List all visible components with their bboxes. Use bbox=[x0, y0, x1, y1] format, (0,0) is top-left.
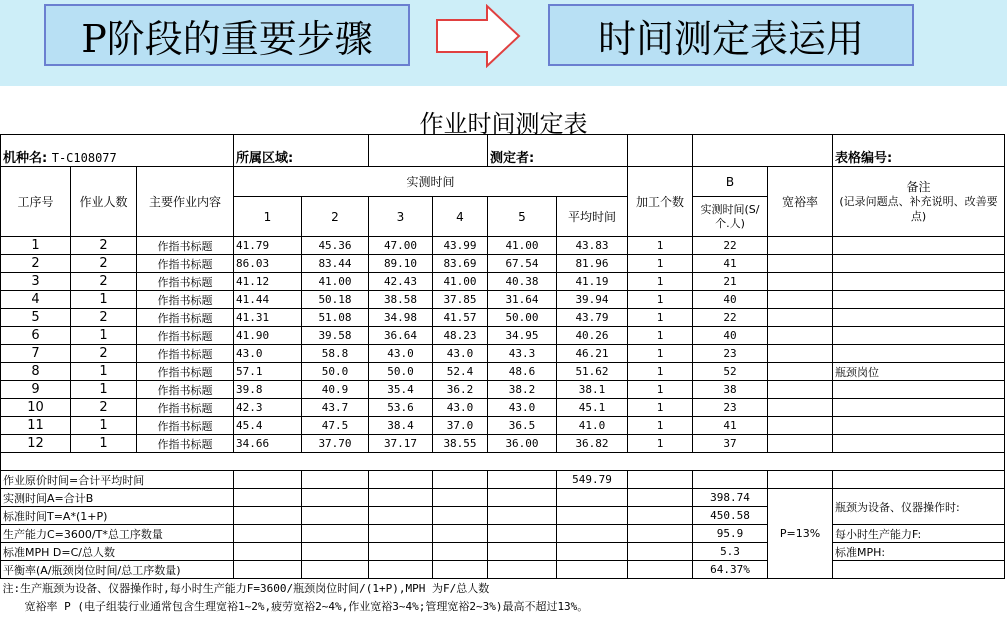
process-no-cell: 2 bbox=[1, 255, 71, 273]
trial-2-cell: 50.18 bbox=[302, 291, 369, 309]
empty-cell bbox=[628, 507, 693, 525]
empty-cell bbox=[693, 471, 768, 489]
trial-3-cell: 35.4 bbox=[369, 381, 433, 399]
avg-time-cell: 43.83 bbox=[557, 237, 628, 255]
remark-cell bbox=[833, 255, 1005, 273]
trial-4-cell: 38.55 bbox=[433, 435, 488, 453]
trial-5-cell: 50.00 bbox=[488, 309, 557, 327]
trial-1-cell: 43.0 bbox=[234, 345, 302, 363]
orig-time-label: 作业原价时间=合计平均时间 bbox=[1, 471, 234, 489]
table-row bbox=[1, 237, 1005, 255]
workers-cell: 2 bbox=[71, 309, 137, 327]
trial-2-cell: 58.8 bbox=[302, 345, 369, 363]
empty-cell bbox=[369, 507, 433, 525]
remark-cell bbox=[833, 381, 1005, 399]
avg-time-cell: 43.79 bbox=[557, 309, 628, 327]
trial-4-cell: 43.0 bbox=[433, 345, 488, 363]
remark-cell bbox=[833, 273, 1005, 291]
remarks-sub: (记录问题点、补充说明、改善要点) bbox=[839, 194, 998, 223]
trial-1-cell: 86.03 bbox=[234, 255, 302, 273]
col-trial-3: 3 bbox=[369, 197, 433, 237]
col-trial-5: 5 bbox=[488, 197, 557, 237]
trial-4-cell: 36.2 bbox=[433, 381, 488, 399]
b-cell: 52 bbox=[693, 363, 768, 381]
avg-time-cell: 45.1 bbox=[557, 399, 628, 417]
machine-label: 机种名: bbox=[3, 151, 48, 166]
empty-cell bbox=[302, 561, 369, 579]
empty-cell bbox=[234, 525, 302, 543]
col-trial-4: 4 bbox=[433, 197, 488, 237]
b-cell: 41 bbox=[693, 417, 768, 435]
right-arrow-icon bbox=[435, 4, 521, 68]
summary-a bbox=[1, 489, 1005, 507]
capacity-f-label: 每小时生产能力F: bbox=[833, 525, 1005, 543]
trial-1-cell: 41.31 bbox=[234, 309, 302, 327]
remarks-title: 备注 bbox=[906, 179, 931, 194]
table-row bbox=[1, 273, 1005, 291]
measurement-table bbox=[0, 134, 1005, 615]
trial-3-cell: 38.4 bbox=[369, 417, 433, 435]
remark-cell bbox=[833, 435, 1005, 453]
content-cell: 作指书标题 bbox=[137, 255, 234, 273]
trial-3-cell: 50.0 bbox=[369, 363, 433, 381]
trial-4-cell: 43.0 bbox=[433, 399, 488, 417]
trial-1-cell: 57.1 bbox=[234, 363, 302, 381]
trial-2-cell: 51.08 bbox=[302, 309, 369, 327]
trial-3-cell: 36.64 bbox=[369, 327, 433, 345]
trial-4-cell: 83.69 bbox=[433, 255, 488, 273]
blank-cell bbox=[693, 135, 833, 167]
table-row bbox=[1, 381, 1005, 399]
a-value: 398.74 bbox=[693, 489, 768, 507]
empty-cell bbox=[369, 561, 433, 579]
content-cell: 作指书标题 bbox=[137, 417, 234, 435]
trial-5-cell: 41.00 bbox=[488, 237, 557, 255]
trial-1-cell: 41.79 bbox=[234, 237, 302, 255]
b-cell: 21 bbox=[693, 273, 768, 291]
process-no-cell: 5 bbox=[1, 309, 71, 327]
trial-3-cell: 47.00 bbox=[369, 237, 433, 255]
measurer-value bbox=[628, 135, 693, 167]
machine-value: T-C108077 bbox=[51, 151, 117, 165]
bottleneck-note: 瓶颈为设备、仪器操作时: bbox=[833, 489, 1005, 525]
empty-cell bbox=[433, 525, 488, 543]
col-remarks bbox=[833, 167, 1005, 237]
empty-cell bbox=[234, 507, 302, 525]
allowance-cell bbox=[768, 291, 833, 309]
b-cell: 40 bbox=[693, 327, 768, 345]
trial-5-cell: 31.64 bbox=[488, 291, 557, 309]
content-cell: 作指书标题 bbox=[137, 345, 234, 363]
col-pieces: 加工个数 bbox=[628, 167, 693, 237]
remark-cell bbox=[833, 237, 1005, 255]
trial-1-cell: 39.8 bbox=[234, 381, 302, 399]
process-no-cell: 7 bbox=[1, 345, 71, 363]
orig-time-value: 549.79 bbox=[557, 471, 628, 489]
empty-cell bbox=[433, 543, 488, 561]
process-no-cell: 8 bbox=[1, 363, 71, 381]
table-row bbox=[1, 291, 1005, 309]
balance-label: 平衡率(A/瓶颈岗位时间/总工序数量) bbox=[1, 561, 234, 579]
measurer-label: 测定者: bbox=[488, 135, 628, 167]
machine-cell bbox=[1, 135, 234, 167]
trial-3-cell: 43.0 bbox=[369, 345, 433, 363]
avg-time-cell: 46.21 bbox=[557, 345, 628, 363]
b-cell: 41 bbox=[693, 255, 768, 273]
trial-1-cell: 41.90 bbox=[234, 327, 302, 345]
allowance-cell bbox=[768, 309, 833, 327]
summary-orig-time bbox=[1, 471, 1005, 489]
remark-cell bbox=[833, 309, 1005, 327]
col-main-content: 主要作业内容 bbox=[137, 167, 234, 237]
data-rows bbox=[1, 237, 1005, 453]
pieces-cell: 1 bbox=[628, 399, 693, 417]
allowance-cell bbox=[768, 255, 833, 273]
empty-cell bbox=[433, 471, 488, 489]
process-no-cell: 11 bbox=[1, 417, 71, 435]
empty-cell bbox=[302, 543, 369, 561]
header-banner bbox=[0, 0, 1007, 86]
empty-cell bbox=[628, 525, 693, 543]
empty-cell bbox=[488, 543, 557, 561]
allowance-cell bbox=[768, 363, 833, 381]
empty-cell bbox=[768, 471, 833, 489]
col-allowance: 宽裕率 bbox=[768, 167, 833, 237]
empty-cell bbox=[369, 471, 433, 489]
table-row bbox=[1, 363, 1005, 381]
balance-value: 64.37% bbox=[693, 561, 768, 579]
empty-cell bbox=[488, 471, 557, 489]
summary-balance bbox=[1, 561, 1005, 579]
b-cell: 38 bbox=[693, 381, 768, 399]
b-cell: 22 bbox=[693, 309, 768, 327]
trial-4-cell: 41.00 bbox=[433, 273, 488, 291]
pieces-cell: 1 bbox=[628, 381, 693, 399]
pieces-cell: 1 bbox=[628, 345, 693, 363]
content-cell: 作指书标题 bbox=[137, 399, 234, 417]
remark-cell bbox=[833, 345, 1005, 363]
content-cell: 作指书标题 bbox=[137, 237, 234, 255]
info-row bbox=[1, 135, 1005, 167]
col-avg-time: 平均时间 bbox=[557, 197, 628, 237]
b-cell: 40 bbox=[693, 291, 768, 309]
empty-cell bbox=[628, 471, 693, 489]
workers-cell: 1 bbox=[71, 381, 137, 399]
empty-cell bbox=[488, 489, 557, 507]
trial-2-cell: 83.44 bbox=[302, 255, 369, 273]
remark-cell bbox=[833, 417, 1005, 435]
empty-cell bbox=[833, 471, 1005, 489]
t-label: 标准时间T=A*(1+P) bbox=[1, 507, 234, 525]
trial-5-cell: 34.95 bbox=[488, 327, 557, 345]
trial-4-cell: 37.85 bbox=[433, 291, 488, 309]
table-row bbox=[1, 327, 1005, 345]
mph-value: 5.3 bbox=[693, 543, 768, 561]
trial-3-cell: 37.17 bbox=[369, 435, 433, 453]
usage-title-box: 时间测定表运用 bbox=[548, 4, 914, 66]
table-row bbox=[1, 345, 1005, 363]
table-row bbox=[1, 255, 1005, 273]
trial-2-cell: 40.9 bbox=[302, 381, 369, 399]
content-cell: 作指书标题 bbox=[137, 363, 234, 381]
trial-5-cell: 38.2 bbox=[488, 381, 557, 399]
avg-time-cell: 81.96 bbox=[557, 255, 628, 273]
trial-2-cell: 37.70 bbox=[302, 435, 369, 453]
empty-cell bbox=[557, 525, 628, 543]
c-value: 95.9 bbox=[693, 525, 768, 543]
b-cell: 37 bbox=[693, 435, 768, 453]
avg-time-cell: 38.1 bbox=[557, 381, 628, 399]
empty-cell bbox=[557, 543, 628, 561]
b-cell: 23 bbox=[693, 399, 768, 417]
empty-cell bbox=[234, 471, 302, 489]
avg-time-cell: 41.0 bbox=[557, 417, 628, 435]
trial-2-cell: 39.58 bbox=[302, 327, 369, 345]
empty-cell bbox=[628, 561, 693, 579]
empty-cell bbox=[302, 507, 369, 525]
trial-2-cell: 41.00 bbox=[302, 273, 369, 291]
empty-cell bbox=[488, 561, 557, 579]
workers-cell: 2 bbox=[71, 273, 137, 291]
trial-4-cell: 52.4 bbox=[433, 363, 488, 381]
empty-cell bbox=[234, 561, 302, 579]
allowance-cell bbox=[768, 381, 833, 399]
table-row bbox=[1, 399, 1005, 417]
pieces-cell: 1 bbox=[628, 363, 693, 381]
area-value bbox=[369, 135, 488, 167]
empty-cell bbox=[234, 543, 302, 561]
workers-cell: 1 bbox=[71, 327, 137, 345]
process-no-cell: 9 bbox=[1, 381, 71, 399]
time-measurement-sheet bbox=[0, 86, 1007, 629]
empty-cell bbox=[369, 525, 433, 543]
empty-cell bbox=[369, 489, 433, 507]
trial-3-cell: 89.10 bbox=[369, 255, 433, 273]
empty-cell bbox=[488, 525, 557, 543]
process-no-cell: 10 bbox=[1, 399, 71, 417]
pieces-cell: 1 bbox=[628, 435, 693, 453]
trial-2-cell: 47.5 bbox=[302, 417, 369, 435]
trial-5-cell: 40.38 bbox=[488, 273, 557, 291]
empty-cell bbox=[433, 489, 488, 507]
blank-row-cell bbox=[1, 453, 1005, 471]
allowance-cell bbox=[768, 273, 833, 291]
blank-row bbox=[1, 453, 1005, 471]
empty-cell bbox=[369, 543, 433, 561]
remark-cell: 瓶颈岗位 bbox=[833, 363, 1005, 381]
pieces-cell: 1 bbox=[628, 255, 693, 273]
table-row bbox=[1, 417, 1005, 435]
col-process-no: 工序号 bbox=[1, 167, 71, 237]
allowance-cell bbox=[768, 417, 833, 435]
process-no-cell: 12 bbox=[1, 435, 71, 453]
content-cell: 作指书标题 bbox=[137, 381, 234, 399]
empty-cell bbox=[488, 507, 557, 525]
empty-cell bbox=[433, 561, 488, 579]
mph-label: 标准MPH D=C/总人数 bbox=[1, 543, 234, 561]
col-trial-1: 1 bbox=[234, 197, 302, 237]
col-b-sub: 实测时间(S/个.人) bbox=[693, 197, 768, 237]
empty-cell bbox=[628, 489, 693, 507]
trial-3-cell: 34.98 bbox=[369, 309, 433, 327]
avg-time-cell: 40.26 bbox=[557, 327, 628, 345]
workers-cell: 1 bbox=[71, 435, 137, 453]
trial-1-cell: 42.3 bbox=[234, 399, 302, 417]
empty-cell bbox=[433, 507, 488, 525]
trial-5-cell: 43.0 bbox=[488, 399, 557, 417]
content-cell: 作指书标题 bbox=[137, 309, 234, 327]
area-label: 所属区域: bbox=[234, 135, 369, 167]
pieces-cell: 1 bbox=[628, 237, 693, 255]
note-1: 注:生产瓶颈为设备、仪器操作时,每小时生产能力F=3600/瓶颈岗位时间/(1+P),MPH 为F/总人数 bbox=[2, 581, 490, 595]
empty-cell bbox=[302, 525, 369, 543]
trial-4-cell: 43.99 bbox=[433, 237, 488, 255]
trial-2-cell: 43.7 bbox=[302, 399, 369, 417]
content-cell: 作指书标题 bbox=[137, 291, 234, 309]
allowance-cell bbox=[768, 327, 833, 345]
col-trial-2: 2 bbox=[302, 197, 369, 237]
form-no-label: 表格编号: bbox=[833, 135, 1005, 167]
trial-5-cell: 36.5 bbox=[488, 417, 557, 435]
summary-mph bbox=[1, 543, 1005, 561]
process-no-cell: 3 bbox=[1, 273, 71, 291]
pieces-cell: 1 bbox=[628, 273, 693, 291]
trial-5-cell: 67.54 bbox=[488, 255, 557, 273]
process-no-cell: 1 bbox=[1, 237, 71, 255]
trial-4-cell: 37.0 bbox=[433, 417, 488, 435]
col-workers: 作业人数 bbox=[71, 167, 137, 237]
summary-c bbox=[1, 525, 1005, 543]
pieces-cell: 1 bbox=[628, 327, 693, 345]
allowance-cell bbox=[768, 399, 833, 417]
content-cell: 作指书标题 bbox=[137, 435, 234, 453]
empty-cell bbox=[557, 489, 628, 507]
col-b: B bbox=[693, 167, 768, 197]
note-2: 宽裕率 P (电子组装行业通常包含生理宽裕1~2%,疲劳宽裕2~4%,作业宽裕3~4%;管理宽裕2~3%)最高不超过13%。 bbox=[24, 599, 589, 613]
a-label: 实测时间A=合计B bbox=[1, 489, 234, 507]
workers-cell: 2 bbox=[71, 237, 137, 255]
b-cell: 22 bbox=[693, 237, 768, 255]
p-value: P=13% bbox=[768, 489, 833, 579]
empty-cell bbox=[557, 507, 628, 525]
empty-cell bbox=[628, 543, 693, 561]
avg-time-cell: 36.82 bbox=[557, 435, 628, 453]
trial-5-cell: 43.3 bbox=[488, 345, 557, 363]
avg-time-cell: 39.94 bbox=[557, 291, 628, 309]
trial-5-cell: 48.6 bbox=[488, 363, 557, 381]
trial-4-cell: 48.23 bbox=[433, 327, 488, 345]
content-cell: 作指书标题 bbox=[137, 273, 234, 291]
trial-5-cell: 36.00 bbox=[488, 435, 557, 453]
step-title-box: P阶段的重要步骤 bbox=[44, 4, 410, 66]
pieces-cell: 1 bbox=[628, 417, 693, 435]
table-row bbox=[1, 309, 1005, 327]
b-cell: 23 bbox=[693, 345, 768, 363]
trial-3-cell: 53.6 bbox=[369, 399, 433, 417]
empty-cell bbox=[302, 471, 369, 489]
empty-cell bbox=[302, 489, 369, 507]
trial-4-cell: 41.57 bbox=[433, 309, 488, 327]
trial-1-cell: 41.12 bbox=[234, 273, 302, 291]
trial-1-cell: 41.44 bbox=[234, 291, 302, 309]
trial-1-cell: 34.66 bbox=[234, 435, 302, 453]
c-label: 生产能力C=3600/T*总工序数量 bbox=[1, 525, 234, 543]
workers-cell: 1 bbox=[71, 291, 137, 309]
remark-cell bbox=[833, 291, 1005, 309]
process-no-cell: 6 bbox=[1, 327, 71, 345]
trial-2-cell: 45.36 bbox=[302, 237, 369, 255]
table-row bbox=[1, 435, 1005, 453]
trial-3-cell: 38.58 bbox=[369, 291, 433, 309]
note-row-1 bbox=[1, 579, 1005, 597]
workers-cell: 2 bbox=[71, 345, 137, 363]
empty-cell bbox=[234, 489, 302, 507]
trial-3-cell: 42.43 bbox=[369, 273, 433, 291]
workers-cell: 2 bbox=[71, 399, 137, 417]
workers-cell: 2 bbox=[71, 255, 137, 273]
allowance-cell bbox=[768, 435, 833, 453]
pieces-cell: 1 bbox=[628, 291, 693, 309]
col-measured-time: 实测时间 bbox=[234, 167, 628, 197]
remark-cell bbox=[833, 327, 1005, 345]
remark-cell bbox=[833, 399, 1005, 417]
empty-cell bbox=[833, 561, 1005, 579]
header-row-1 bbox=[1, 167, 1005, 197]
avg-time-cell: 51.62 bbox=[557, 363, 628, 381]
note-row-2 bbox=[1, 597, 1005, 615]
empty-cell bbox=[557, 561, 628, 579]
workers-cell: 1 bbox=[71, 363, 137, 381]
trial-2-cell: 50.0 bbox=[302, 363, 369, 381]
t-value: 450.58 bbox=[693, 507, 768, 525]
workers-cell: 1 bbox=[71, 417, 137, 435]
process-no-cell: 4 bbox=[1, 291, 71, 309]
content-cell: 作指书标题 bbox=[137, 327, 234, 345]
pieces-cell: 1 bbox=[628, 309, 693, 327]
sheet-title: 作业时间测定表 bbox=[419, 110, 588, 138]
standard-mph-label: 标准MPH: bbox=[833, 543, 1005, 561]
allowance-cell bbox=[768, 237, 833, 255]
avg-time-cell: 41.19 bbox=[557, 273, 628, 291]
trial-1-cell: 45.4 bbox=[234, 417, 302, 435]
allowance-cell bbox=[768, 345, 833, 363]
